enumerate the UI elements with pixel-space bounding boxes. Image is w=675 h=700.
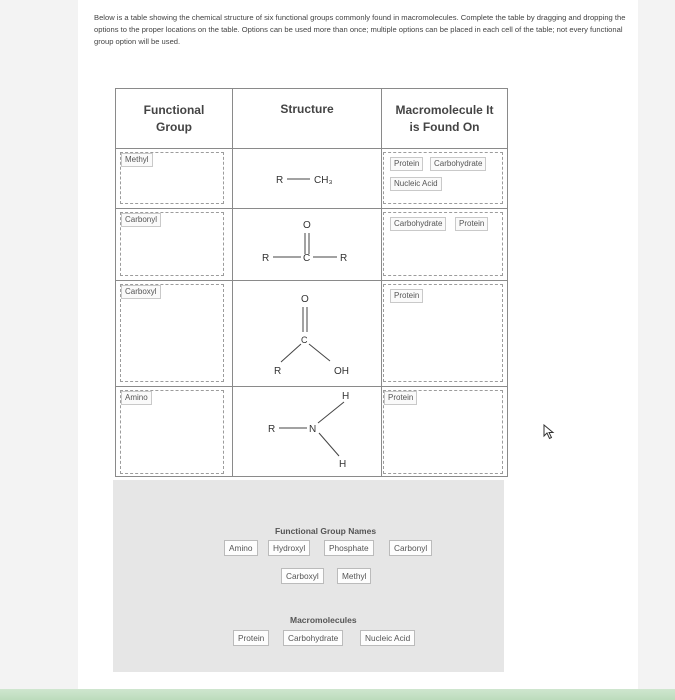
drop-zone-group-row4[interactable] xyxy=(120,390,224,474)
amino-n-label: N xyxy=(309,424,317,435)
bank-chip-carbohydrate[interactable]: Carbohydrate xyxy=(283,630,343,646)
functional-group-table xyxy=(115,88,508,477)
amino-structure xyxy=(233,387,382,477)
carboxyl-c-label: C xyxy=(301,335,308,345)
chip-group-row1[interactable]: Methyl xyxy=(121,153,153,167)
bank-chip-hydroxyl[interactable]: Hydroxyl xyxy=(268,540,310,556)
cell-macro-row1 xyxy=(382,149,508,209)
carbonyl-o-label: O xyxy=(303,220,311,231)
chip-macro-row4-1[interactable]: Protein xyxy=(384,391,417,405)
chip-macro-row1-1[interactable]: Protein xyxy=(390,157,423,171)
bottom-bar xyxy=(0,689,675,700)
chip-group-row3[interactable]: Carboxyl xyxy=(121,285,161,299)
cell-macro-row4 xyxy=(382,387,508,477)
carboxyl-oh-label: OH xyxy=(334,366,349,377)
methyl-ch3-label: CH₃ xyxy=(314,175,333,186)
header-macromolecule: Macromolecule It is Found On xyxy=(382,89,508,149)
cell-group-row3 xyxy=(116,281,233,387)
carboxyl-o-label: O xyxy=(301,294,309,305)
drop-zone-macro-row2[interactable] xyxy=(383,212,503,276)
drop-zone-group-row3[interactable] xyxy=(120,284,224,382)
drop-zone-macro-row4[interactable] xyxy=(383,390,503,474)
drop-zone-group-row1[interactable] xyxy=(120,152,224,204)
carbonyl-r-left-label: R xyxy=(262,253,270,264)
amino-h-top-label: H xyxy=(342,391,350,402)
chip-macro-row1-2[interactable]: Carbohydrate xyxy=(430,157,486,171)
cell-group-row4 xyxy=(116,387,233,477)
options-bank xyxy=(113,480,504,672)
cell-macro-row2 xyxy=(382,209,508,281)
chip-macro-row3-1[interactable]: Protein xyxy=(390,289,423,303)
chip-macro-row1-3[interactable]: Nucleic Acid xyxy=(390,177,442,191)
carbonyl-c-label: C xyxy=(303,253,311,264)
header-functional-group: Functional Group xyxy=(116,89,233,149)
carbonyl-structure xyxy=(233,209,382,281)
bank-chip-carbonyl[interactable]: Carbonyl xyxy=(389,540,432,556)
cell-group-row2 xyxy=(116,209,233,281)
chip-group-row2[interactable]: Carbonyl xyxy=(121,213,161,227)
bank-chip-carboxyl[interactable]: Carboxyl xyxy=(281,568,324,584)
methyl-structure xyxy=(233,149,382,209)
amino-h-bottom-label: H xyxy=(339,459,347,470)
functional-group-names-title: Functional Group Names xyxy=(275,526,377,536)
cell-structure-row2 xyxy=(233,209,382,281)
bank-chip-protein[interactable]: Protein xyxy=(233,630,269,646)
methyl-r-label: R xyxy=(276,175,284,186)
mouse-cursor-icon xyxy=(543,424,557,440)
bank-chip-phosphate[interactable]: Phosphate xyxy=(324,540,374,556)
carboxyl-r-label: R xyxy=(274,366,282,377)
bank-chip-nucleic-acid[interactable]: Nucleic Acid xyxy=(360,630,415,646)
cell-structure-row4 xyxy=(233,387,382,477)
amino-r-label: R xyxy=(268,424,276,435)
macromolecules-title: Macromolecules xyxy=(290,615,357,625)
bank-chip-methyl[interactable]: Methyl xyxy=(337,568,371,584)
cell-structure-row1 xyxy=(233,149,382,209)
drop-zone-macro-row3[interactable] xyxy=(383,284,503,382)
bank-chip-amino[interactable]: Amino xyxy=(224,540,258,556)
chip-group-row4[interactable]: Amino xyxy=(121,391,152,405)
cell-macro-row3 xyxy=(382,281,508,387)
chip-macro-row2-2[interactable]: Protein xyxy=(455,217,488,231)
drop-zone-group-row2[interactable] xyxy=(120,212,224,276)
header-structure: Structure xyxy=(233,89,382,149)
instructions-text: Below is a table showing the chemical structure of six functional groups commonly found in macromolecules. Complete the table by dragging and dropping the options to the proper locations on the table. Options can be used more than once; multiple options can be placed in each cell of the table; not every functional group option will be used. xyxy=(94,13,626,46)
carboxyl-structure xyxy=(233,281,382,387)
cell-structure-row3 xyxy=(233,281,382,387)
carbonyl-r-right-label: R xyxy=(340,253,348,264)
drop-zone-macro-row1[interactable] xyxy=(383,152,503,204)
cell-group-row1 xyxy=(116,149,233,209)
chip-macro-row2-1[interactable]: Carbohydrate xyxy=(390,217,446,231)
